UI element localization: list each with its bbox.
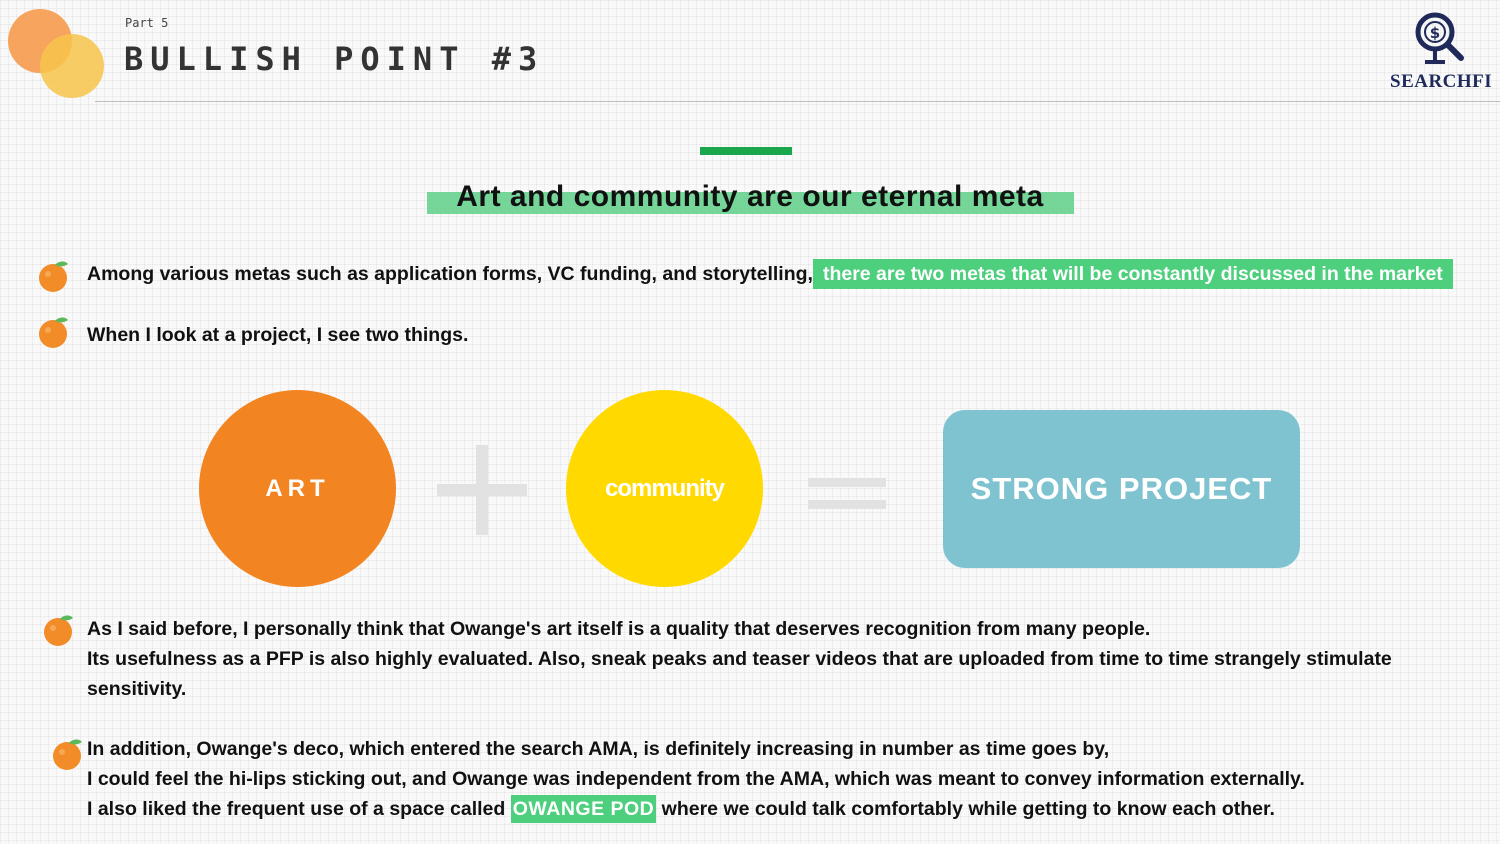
header-divider [95,101,1500,102]
paragraph-community-line-2: I could feel the hi-lips sticking out, and Owange was independent from the AMA, which was meant to convey information externally. [87,768,1305,790]
paragraph-community-line-1: In addition, Owange's deco, which entered the search AMA, is definitely increasing in number as time goes by, [87,738,1110,760]
headline-accent-dash [700,147,792,155]
paragraph-art-line-2: Its usefulness as a PFP is also highly evaluated. Also, sneak peaks and teaser videos that are uploaded from time to time strangely stimulate [87,648,1392,670]
owange-pod-highlight: OWANGE POD [511,795,657,823]
art-circle [199,390,396,587]
bullet-1-highlight: there are two metas that will be constantly discussed in the market [813,259,1453,289]
paragraph-art-line-3: sensitivity. [87,678,187,700]
paragraph-art-line-1: As I said before, I personally think that Owange's art itself is a quality that deserves recognition from many people. [87,618,1151,640]
bullet-1-text: Among various metas such as application forms, VC funding, and storytelling, [87,263,813,285]
part-label: Part 5 [125,16,169,30]
section-title: BULLISH POINT #3 [124,40,545,78]
equals-icon [808,478,886,510]
community-circle [566,390,763,587]
paragraph-art [87,614,1392,704]
headline-container [0,180,1500,214]
orange-fruit-icon [37,315,71,349]
svg-text:$: $ [1429,24,1441,42]
community-label: community [604,474,724,502]
strong-project-label: STRONG PROJECT [970,471,1273,506]
bullet-point-1 [87,263,1453,286]
brand-name: SEARCHFI [1390,71,1493,92]
strong-project-box [943,410,1300,568]
orange-fruit-icon [42,613,76,647]
paragraph-community-line-3-after: where we could talk comfortably while getting to know each other. [661,798,1275,820]
decorative-yellow-circle [40,34,104,98]
brand-logo [1390,10,1493,93]
paragraph-community-line-3 [87,794,1305,824]
headline: Art and community are our eternal meta [456,180,1044,213]
paragraph-community-line-3-before: I also liked the frequent use of a space called [87,798,506,820]
orange-fruit-icon [37,259,71,293]
plus-icon [437,445,527,535]
orange-fruit-icon [51,737,85,771]
paragraph-community [87,734,1305,824]
bullet-point-2: When I look at a project, I see two things. [87,324,469,346]
art-label: ART [265,474,330,502]
magnifier-dollar-icon [1411,10,1469,66]
